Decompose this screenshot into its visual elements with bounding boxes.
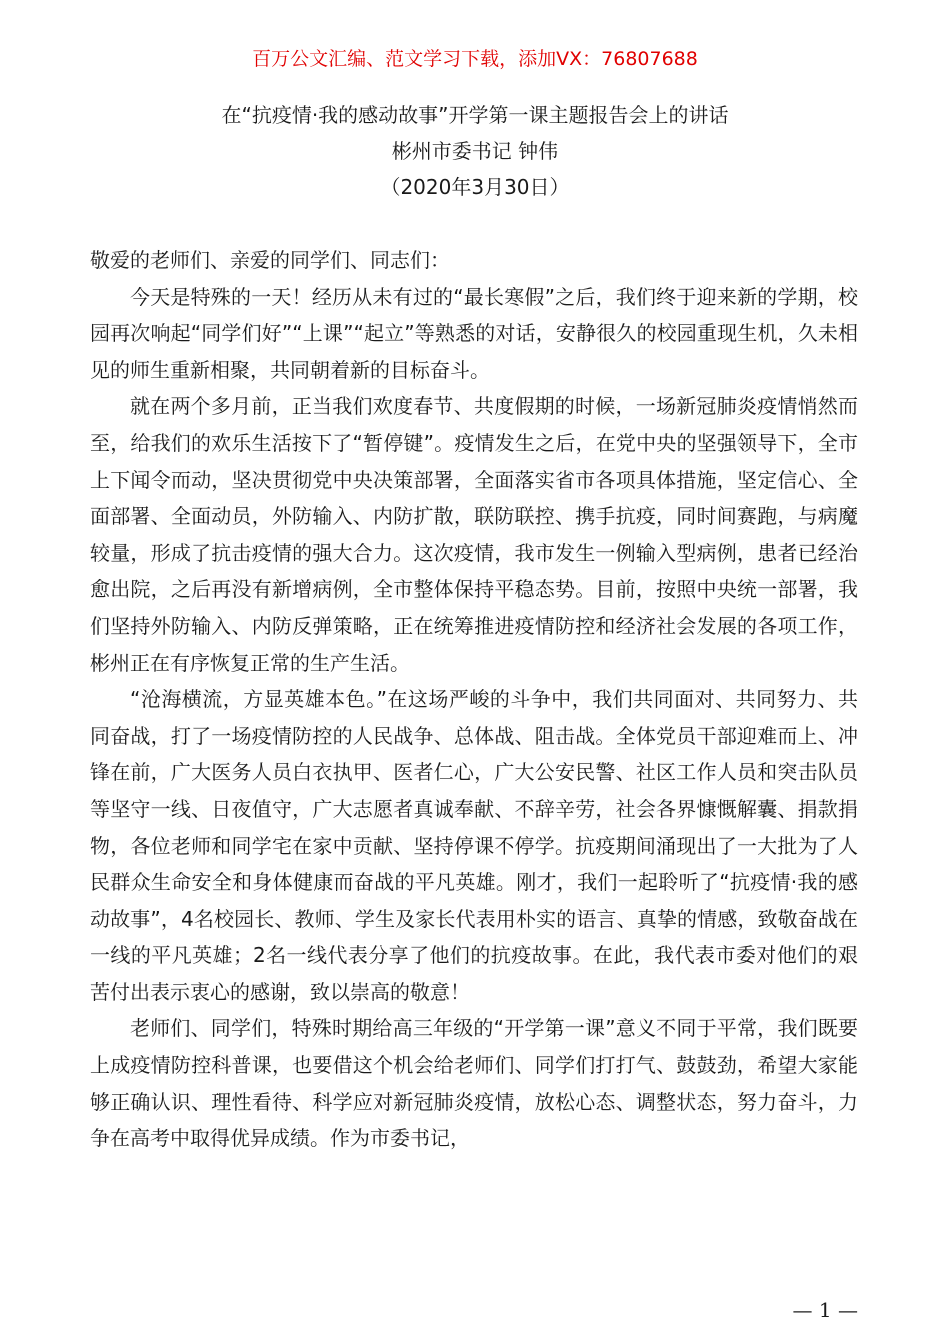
document-header — [0, 97, 950, 205]
page-number: — 1 — — [792, 1298, 858, 1322]
document-title: 在“抗疫情·我的感动故事”开学第一课主题报告会上的讲话 — [221, 103, 729, 127]
document-author: 彬州市委书记 钟伟 — [391, 139, 559, 163]
paragraph: “沧海横流，方显英雄本色。”在这场严峻的斗争中，我们共同面对、共同努力、共同奋战，打了一场疫情防控的人民战争、总体战、阻击战。全体党员干部迎难而上、冲锋在前，广大医务人员白衣执甲、医者仁心，广大公安民警、社区工作人员和突击队员等坚守一线、日夜值守，广大志愿者真诚奉献、不辞辛劳，社会各界慷慨解囊、捐款捐物，各位老师和同学宅在家中贡献、坚持停课不停学。抗疫期间涌现出了一大批为了人民群众生命安全和身体健康而奋战的平凡英雄。刚才，我们一起聆听了“抗疫情·我的感动故事”，4名校园长、教师、学生及家长代表用朴实的语言、真挚的情感，致敬奋战在一线的平凡英雄；2名一线代表分享了他们的抗疫故事。在此，我代表市委对他们的艰苦付出表示衷心的感谢，致以崇高的敬意！ — [90, 687, 858, 1004]
watermark-banner: 百万公文汇编、范文学习下载，添加VX：76807688 — [252, 48, 698, 70]
paragraph: 就在两个多月前，正当我们欢度春节、共度假期的时候，一场新冠肺炎疫情悄然而至，给我们的欢乐生活按下了“暂停键”。疫情发生之后，在党中央的坚强领导下，全市上下闻令而动，坚决贯彻党中央决策部署，全面落实省市各项具体措施，坚定信心、全面部署、全面动员，外防输入、内防扩散，联防联控、携手抗疫，同时间赛跑，与病魔较量，形成了抗击疫情的强大合力。这次疫情，我市发生一例输入型病例，患者已经治愈出院，之后再没有新增病例，全市整体保持平稳态势。目前，按照中央统一部署，我们坚持外防输入、内防反弹策略，正在统筹推进疫情防控和经济社会发展的各项工作，彬州正在有序恢复正常的生产生活。 — [90, 394, 858, 675]
document-date: （2020年3月30日） — [380, 175, 570, 199]
document-body — [90, 242, 858, 1157]
paragraph: 老师们、同学们，特殊时期给高三年级的“开学第一课”意义不同于平常，我们既要上成疫情防控科普课，也要借这个机会给老师们、同学们打打气、鼓鼓劲，希望大家能够正确认识、理性看待、科学应对新冠肺炎疫情，放松心态、调整状态，努力奋斗，力争在高考中取得优异成绩。作为市委书记， — [90, 1016, 858, 1151]
salutation: 敬爱的老师们、亲爱的同学们、同志们： — [90, 248, 450, 272]
paragraph: 今天是特殊的一天！经历从未有过的“最长寒假”之后，我们终于迎来新的学期，校园再次响起“同学们好”“上课”“起立”等熟悉的对话，安静很久的校园重现生机，久未相见的师生重新相聚，共同朝着新的目标奋斗。 — [90, 284, 858, 382]
